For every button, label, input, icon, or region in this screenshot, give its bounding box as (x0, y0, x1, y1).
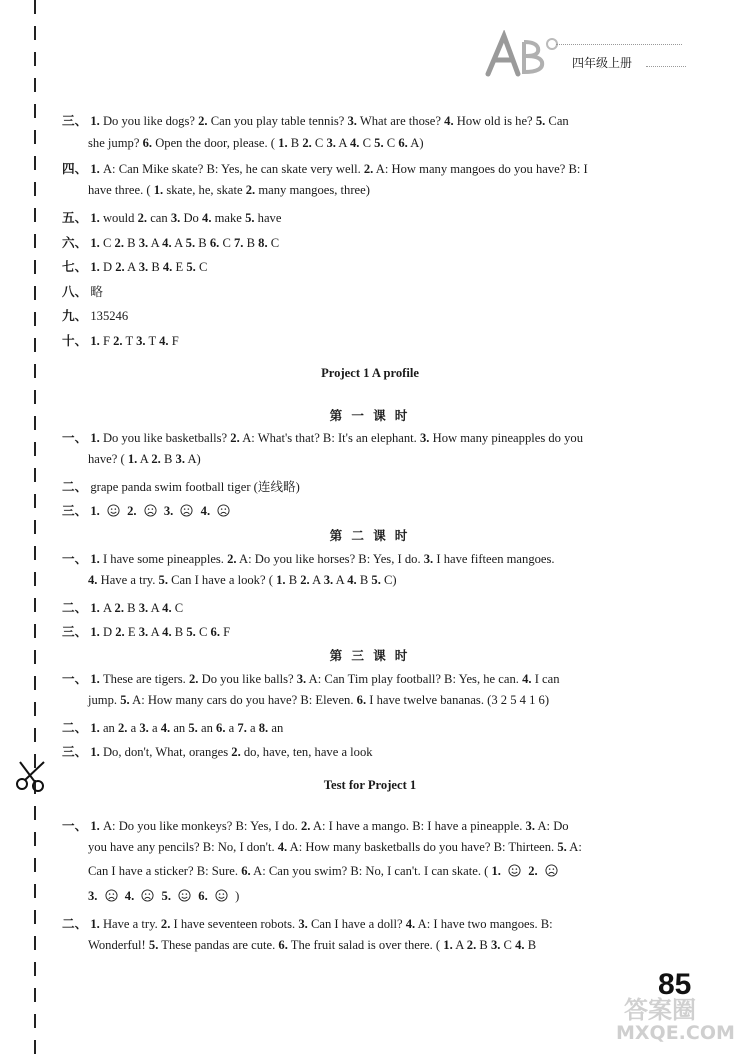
answer-text: D (102, 260, 113, 274)
item-number: 6. (241, 864, 251, 878)
happy-face-icon (215, 889, 228, 902)
item-number: 4. (162, 260, 173, 274)
item-number: 4. (515, 938, 525, 952)
item-number: 4. (162, 625, 172, 639)
answer-text: A (335, 573, 345, 587)
item-number: 6. (216, 721, 226, 735)
question-number: 二、 (62, 601, 88, 615)
answer-text: C (362, 136, 371, 150)
item-number: 2. (230, 431, 240, 445)
item-number: 2. (115, 625, 125, 639)
item-number: 4. (88, 573, 98, 587)
answer-text: A (455, 938, 464, 952)
answer-text: A: Can Tim play football? B: Yes, he can. (308, 672, 519, 686)
item-number: 2. (160, 917, 171, 931)
answer-text: have three. ( (88, 183, 151, 197)
question-number: 二、 (62, 480, 88, 494)
question-number: 五、 (62, 211, 88, 225)
answer-line (62, 330, 179, 349)
item-number: 4. (347, 573, 357, 587)
question-number: 四、 (62, 162, 88, 176)
answer-text: A) (410, 136, 424, 150)
answer-text: I have twelve bananas. (3 2 5 4 1 6) (369, 693, 550, 707)
answer-text: These pandas are cute. (161, 938, 276, 952)
item-number: 6. (209, 236, 220, 250)
answer-text: a (250, 721, 256, 735)
item-number: 1. (127, 452, 138, 466)
answer-text: E (127, 625, 136, 639)
item-number: 2. (198, 114, 208, 128)
item-number: 4. (200, 504, 211, 518)
answer-line (62, 281, 103, 300)
sad-face-icon (141, 889, 154, 902)
answer-text: I have fifteen mangoes. (436, 552, 555, 566)
answer-text: a (130, 721, 137, 735)
item-number: 6. (398, 136, 408, 150)
answer-text: E (175, 260, 184, 274)
answer-text: B (359, 573, 369, 587)
answer-text: Do you like balls? (201, 672, 294, 686)
answer-text: A (102, 601, 112, 615)
answer-line (62, 815, 569, 834)
item-number: 4. (159, 334, 169, 348)
item-number: 5. (557, 840, 567, 854)
question-number: 十、 (62, 334, 88, 348)
item-number: 7. (234, 236, 244, 250)
question-number: 一、 (62, 672, 88, 686)
item-number: 8. (258, 236, 268, 250)
item-number: 4. (162, 601, 172, 615)
answer-text: B (479, 938, 488, 952)
answer-text: A: Can Mike skate? B: Yes, he can skate very well. (102, 162, 361, 176)
answer-text: Open the door, please. ( (155, 136, 275, 150)
answer-text: A: Do (537, 819, 569, 833)
answer-text: A: Do you like horses? B: Yes, I do. (239, 552, 421, 566)
answer-text: have (257, 211, 282, 225)
item-number: 3. (420, 431, 430, 445)
answer-line (88, 840, 582, 855)
answer-text: These are tigers. (102, 672, 186, 686)
item-number: 2. (118, 721, 128, 735)
item-number: 3. (326, 136, 336, 150)
answer-line (62, 305, 128, 324)
answer-text: A) (187, 452, 201, 466)
answer-text: C (198, 260, 208, 274)
item-number: 3. (136, 334, 146, 348)
item-number: 4. (162, 236, 172, 250)
answer-text: A (338, 136, 347, 150)
answer-text: Can I have a look? ( (171, 573, 273, 587)
item-number: 7. (237, 721, 247, 735)
answer-text: A (312, 573, 321, 587)
section-title: 第 三 课 时 (329, 649, 411, 663)
answer-text: T (125, 334, 133, 348)
answer-text: jump. (88, 693, 118, 707)
answer-text: Wonderful! (88, 938, 146, 952)
answer-text: A: Do you like monkeys? B: Yes, I do. (102, 819, 298, 833)
item-number: 4. (124, 889, 135, 903)
page-number: 85 (658, 968, 692, 1001)
item-number: 3. (423, 552, 434, 566)
answer-text: C (198, 625, 208, 639)
answer-text: A: Can you swim? B: No, I can't. I can skate. ( (253, 864, 489, 878)
answer-text: C (314, 136, 324, 150)
item-number: 1. (90, 114, 100, 128)
sad-face-icon (545, 864, 558, 877)
answer-line (88, 573, 397, 588)
answer-text: Can I have a sticker? B: Sure. (88, 864, 239, 878)
answer-text: A: How many basketballs do you have? B: Thirteen. (289, 840, 555, 854)
item-number: 1. (90, 819, 100, 833)
answer-line (62, 500, 234, 519)
item-number: 1. (90, 625, 100, 639)
answer-line (88, 136, 424, 151)
answer-text: B (127, 601, 136, 615)
header-rule (556, 44, 682, 45)
item-number: 1. (90, 211, 100, 225)
answer-text: 略 (90, 285, 103, 299)
item-number: 1. (276, 573, 286, 587)
answer-text: grape panda swim football tiger (连线略) (90, 480, 300, 494)
item-number: 3. (296, 672, 307, 686)
answer-text: B (290, 136, 300, 150)
item-number: 1. (90, 672, 100, 686)
item-number: 2. (528, 864, 538, 878)
answer-text: she jump? (88, 136, 140, 150)
item-number: 1. (90, 721, 100, 735)
watermark (612, 990, 748, 1050)
section-title: 第 二 课 时 (329, 529, 411, 543)
answer-text: T (148, 334, 156, 348)
question-number: 二、 (62, 721, 88, 735)
answer-text: B (288, 573, 298, 587)
ab-logo-icon (478, 30, 568, 80)
item-number: 3. (347, 114, 357, 128)
item-number: 3. (298, 917, 308, 931)
item-number: 5. (535, 114, 546, 128)
answer-text: C (386, 136, 396, 150)
answer-line (62, 741, 373, 760)
answer-text: you have any pencils? B: No, I don't. (88, 840, 275, 854)
item-number: 6. (198, 889, 208, 903)
item-number: 4. (349, 136, 360, 150)
item-number: 1. (90, 745, 100, 759)
question-number: 六、 (62, 236, 88, 250)
answer-line (88, 864, 562, 879)
item-number: 1. (90, 552, 100, 566)
item-number: 3. (163, 504, 174, 518)
item-number: 6. (278, 938, 288, 952)
item-number: 3. (175, 452, 185, 466)
answer-line (62, 597, 183, 616)
item-number: 1. (90, 236, 100, 250)
item-number: 6. (210, 625, 220, 639)
answer-text: A: How many cars do you have? B: Eleven. (132, 693, 354, 707)
item-number: 2. (137, 211, 148, 225)
item-number: 5. (158, 573, 168, 587)
item-number: 3. (490, 938, 501, 952)
answer-text: A (150, 236, 160, 250)
answer-text: B (151, 260, 160, 274)
answer-text: A (127, 260, 136, 274)
section-title: Test for Project 1 (323, 778, 417, 792)
answer-text: B (174, 625, 184, 639)
answer-text: B (127, 236, 136, 250)
item-number: 3. (138, 601, 149, 615)
item-number: 1. (491, 864, 501, 878)
answer-text: F (171, 334, 179, 348)
answer-text: What are those? (359, 114, 441, 128)
answer-text: C (174, 601, 184, 615)
answer-text: Do, don't, What, oranges (102, 745, 229, 759)
item-number: 3. (525, 819, 535, 833)
answer-text: A: (569, 840, 582, 854)
answer-text: can (150, 211, 168, 225)
item-number: 2. (300, 573, 310, 587)
answer-text: Do you like dogs? (102, 114, 195, 128)
item-number: 2. (227, 552, 237, 566)
item-number: 8. (258, 721, 269, 735)
item-number: 6. (356, 693, 367, 707)
item-number: 2. (151, 452, 161, 466)
answer-text: Have a try. (102, 917, 158, 931)
answer-line (62, 717, 283, 736)
answer-line (88, 452, 201, 467)
answer-text: F (223, 625, 231, 639)
answer-text: C (222, 236, 231, 250)
item-number: 2. (302, 136, 312, 150)
answer-text: A: I have two mangoes. B: (417, 917, 553, 931)
answer-text: a (228, 721, 235, 735)
item-number: 2. (114, 236, 124, 250)
answer-line (62, 476, 300, 495)
question-number: 三、 (62, 625, 88, 639)
answer-text: Do (183, 211, 199, 225)
answer-line (62, 621, 230, 640)
item-number: 2. (188, 672, 199, 686)
answer-text: D (102, 625, 113, 639)
item-number: 3. (138, 625, 149, 639)
item-number: 5. (186, 625, 196, 639)
answer-text: 135246 (90, 309, 129, 323)
item-number: 2. (113, 334, 123, 348)
section-title: Project 1 A profile (321, 366, 419, 380)
item-number: 1. (90, 162, 100, 176)
item-number: 1. (90, 917, 100, 931)
answer-text: Have a try. (100, 573, 156, 587)
answer-line (88, 693, 549, 708)
item-number: 1. (90, 504, 100, 518)
question-number: 三、 (62, 504, 88, 518)
answer-text: an (173, 721, 186, 735)
answer-line (62, 913, 553, 932)
item-number: 5. (371, 573, 381, 587)
answer-text: Can (548, 114, 569, 128)
answer-text: How many pineapples do you (432, 431, 584, 445)
happy-face-icon (508, 864, 521, 877)
answer-text: How old is he? (456, 114, 533, 128)
item-number: 4. (405, 917, 416, 931)
answer-text: have? ( (88, 452, 125, 466)
answer-text: A (150, 625, 160, 639)
item-number: 6. (142, 136, 153, 150)
answer-text: skate, he, skate (166, 183, 243, 197)
item-number: 1. (90, 260, 100, 274)
happy-face-icon (178, 889, 191, 902)
answer-line (88, 183, 370, 198)
answer-text: B (198, 236, 207, 250)
item-number: 2. (245, 183, 256, 197)
answer-text: an (200, 721, 213, 735)
answer-text: an (102, 721, 115, 735)
answer-text: ) (235, 889, 240, 903)
question-number: 三、 (62, 114, 88, 128)
item-number: 3. (88, 889, 98, 903)
watermark-site-cn: 答案圈 (624, 996, 696, 1024)
answer-line (62, 256, 207, 275)
item-number: 4. (202, 211, 212, 225)
answer-text: make (214, 211, 242, 225)
item-number: 5. (161, 889, 171, 903)
answer-line (88, 938, 536, 953)
item-number: 1. (90, 601, 100, 615)
answer-text: many mangoes, three) (258, 183, 370, 197)
answer-text: A (150, 601, 160, 615)
answer-text: C) (384, 573, 397, 587)
question-number: 九、 (62, 309, 88, 323)
item-number: 3. (170, 211, 181, 225)
answer-line (62, 207, 281, 226)
answer-line (62, 110, 569, 129)
answer-text: A: What's that? B: It's an elephant. (242, 431, 417, 445)
item-number: 4. (160, 721, 171, 735)
answer-text: a (151, 721, 158, 735)
item-number: 2. (114, 601, 124, 615)
book-level-label: 四年级上册 (572, 56, 633, 70)
question-number: 二、 (62, 917, 88, 931)
answer-text: A (174, 236, 183, 250)
answer-text: The fruit salad is over there. ( (290, 938, 441, 952)
item-number: 4. (277, 840, 288, 854)
item-number: 3. (138, 236, 149, 250)
answer-line (62, 427, 583, 446)
item-number: 5. (148, 938, 159, 952)
item-number: 2. (363, 162, 374, 176)
answer-text: I have seventeen robots. (173, 917, 296, 931)
item-number: 3. (138, 260, 149, 274)
section-title: 第 一 课 时 (329, 409, 411, 423)
item-number: 1. (443, 938, 453, 952)
item-number: 4. (444, 114, 454, 128)
answer-text: A (139, 452, 149, 466)
item-number: 1. (153, 183, 164, 197)
item-number: 3. (139, 721, 149, 735)
answer-line (62, 668, 560, 687)
item-number: 1. (90, 431, 100, 445)
answer-text: C (503, 938, 512, 952)
question-number: 一、 (62, 431, 88, 445)
answer-text: B (246, 236, 256, 250)
watermark-url: MXQE.COM (616, 1022, 735, 1044)
answer-text: Do you like basketballs? (102, 431, 228, 445)
item-number: 4. (522, 672, 532, 686)
answer-text: B (163, 452, 173, 466)
item-number: 5. (188, 721, 198, 735)
answer-text: F (102, 334, 110, 348)
item-number: 3. (323, 573, 334, 587)
answer-text: C (102, 236, 112, 250)
item-number: 1. (278, 136, 288, 150)
sad-face-icon (144, 504, 157, 517)
item-number: 2. (466, 938, 477, 952)
answer-line (88, 889, 239, 904)
sad-face-icon (105, 889, 118, 902)
item-number: 5. (185, 236, 196, 250)
item-number: 5. (374, 136, 384, 150)
answer-text: A: I have a mango. B: I have a pineapple. (312, 819, 523, 833)
answer-text: Can you play table tennis? (210, 114, 345, 128)
answer-text: C (270, 236, 280, 250)
answer-text: Can I have a doll? (310, 917, 403, 931)
answer-line (62, 232, 279, 251)
answer-text: I can (534, 672, 560, 686)
item-number: 5. (186, 260, 196, 274)
item-number: 5. (245, 211, 255, 225)
answer-text: an (271, 721, 284, 735)
question-number: 七、 (62, 260, 88, 274)
answer-line (62, 158, 588, 177)
sad-face-icon (180, 504, 193, 517)
happy-face-icon (107, 504, 120, 517)
question-number: 一、 (62, 819, 88, 833)
sad-face-icon (217, 504, 230, 517)
answer-text: do, have, ten, have a look (243, 745, 373, 759)
question-number: 八、 (62, 285, 88, 299)
question-number: 一、 (62, 552, 88, 566)
item-number: 1. (90, 334, 100, 348)
item-number: 2. (115, 260, 125, 274)
answer-text: A: How many mangoes do you have? B: I (375, 162, 588, 176)
question-number: 三、 (62, 745, 88, 759)
item-number: 5. (120, 693, 130, 707)
answer-text: B (527, 938, 537, 952)
answer-text: I have some pineapples. (102, 552, 224, 566)
header-rule (646, 66, 686, 67)
answer-line (62, 548, 555, 567)
answer-text: would (102, 211, 135, 225)
item-number: 2. (231, 745, 241, 759)
item-number: 2. (127, 504, 137, 518)
item-number: 2. (300, 819, 311, 833)
